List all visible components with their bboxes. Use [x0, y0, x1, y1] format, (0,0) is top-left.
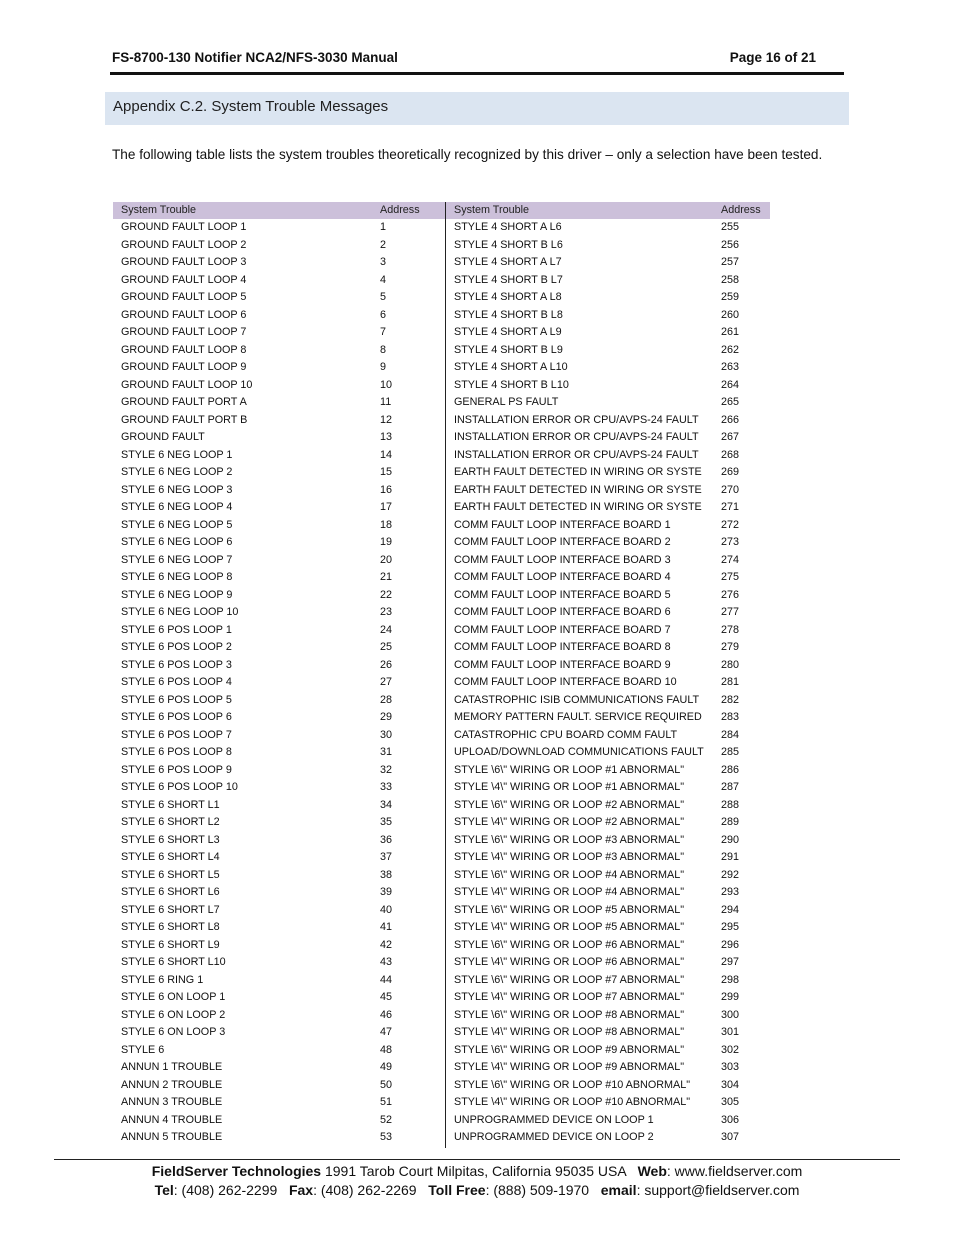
trouble-name-left: GROUND FAULT LOOP 8 — [121, 343, 247, 356]
trouble-name-right: STYLE \6\" WIRING OR LOOP #4 ABNORMAL" — [454, 868, 685, 881]
trouble-name-left: STYLE 6 POS LOOP 8 — [121, 746, 232, 758]
address-right: 257 — [721, 256, 740, 268]
address-right: 273 — [721, 536, 740, 548]
address-left: 17 — [380, 501, 393, 513]
trouble-name-right: STYLE \6\" WIRING OR LOOP #5 ABNORMAL" — [454, 903, 685, 916]
trouble-name-left: STYLE 6 POS LOOP 2 — [121, 641, 232, 653]
address-right: 299 — [721, 991, 740, 1003]
address-right: 264 — [721, 378, 740, 391]
trouble-name-left: ANNUN 1 TROUBLE — [121, 1061, 223, 1073]
trouble-name-right: COMM FAULT LOOP INTERFACE BOARD 3 — [454, 553, 671, 566]
trouble-name-left: STYLE 6 SHORT L3 — [121, 833, 220, 846]
address-right: 286 — [721, 763, 740, 776]
page-number: Page 16 of 21 — [729, 50, 816, 65]
trouble-name-right: STYLE \4\" WIRING OR LOOP #3 ABNORMAL" — [454, 851, 685, 863]
address-left: 52 — [380, 1113, 393, 1126]
table-row — [0, 517, 954, 535]
footer-line-2 — [0, 1182, 954, 1198]
table-row — [0, 1094, 954, 1112]
trouble-name-left: STYLE 6 NEG LOOP 5 — [121, 518, 233, 531]
address-left: 39 — [380, 886, 393, 898]
address-right: 277 — [721, 606, 740, 618]
address-left: 28 — [380, 693, 393, 706]
trouble-name-left: GROUND FAULT LOOP 10 — [121, 378, 253, 391]
trouble-name-left: ANNUN 2 TROUBLE — [121, 1078, 223, 1091]
trouble-name-right: STYLE 4 SHORT A L7 — [454, 256, 562, 268]
document-title: FS-8700-130 Notifier NCA2/NFS-3030 Manual — [112, 50, 398, 65]
address-left: 23 — [380, 606, 393, 618]
trouble-name-left: GROUND FAULT PORT A — [121, 396, 247, 408]
trouble-name-right: COMM FAULT LOOP INTERFACE BOARD 6 — [454, 606, 671, 618]
trouble-name-left: STYLE 6 ON LOOP 1 — [121, 991, 226, 1003]
table-row — [0, 237, 954, 255]
address-left: 10 — [380, 378, 393, 391]
trouble-name-left: STYLE 6 NEG LOOP 3 — [121, 483, 233, 496]
trouble-name-right: STYLE \4\" WIRING OR LOOP #7 ABNORMAL" — [454, 991, 685, 1003]
trouble-name-left: STYLE 6 POS LOOP 9 — [121, 763, 232, 776]
table-row — [0, 779, 954, 797]
trouble-name-left: STYLE 6 NEG LOOP 6 — [121, 536, 233, 548]
table-row — [0, 394, 954, 412]
table-row — [0, 289, 954, 307]
trouble-name-left: GROUND FAULT LOOP 5 — [121, 291, 247, 303]
address-left: 30 — [380, 728, 393, 741]
trouble-name-right: STYLE \4\" WIRING OR LOOP #5 ABNORMAL" — [454, 921, 685, 933]
trouble-name-left: GROUND FAULT LOOP 1 — [121, 221, 247, 233]
address-left: 40 — [380, 903, 393, 916]
intro-paragraph: The following table lists the system troubles theoretically recognized by this driver – only a selection have been tested. — [112, 147, 823, 162]
address-right: 298 — [721, 973, 740, 986]
address-left: 51 — [380, 1096, 393, 1108]
address-right: 276 — [721, 588, 740, 601]
trouble-name-left: STYLE 6 SHORT L10 — [121, 956, 226, 968]
trouble-name-right: STYLE \6\" WIRING OR LOOP #6 ABNORMAL" — [454, 938, 685, 951]
trouble-name-right: COMM FAULT LOOP INTERFACE BOARD 5 — [454, 588, 671, 601]
trouble-name-right: GENERAL PS FAULT — [454, 396, 559, 408]
table-row — [0, 1129, 954, 1147]
trouble-name-right: COMM FAULT LOOP INTERFACE BOARD 7 — [454, 623, 671, 636]
trouble-name-right: STYLE \6\" WIRING OR LOOP #8 ABNORMAL" — [454, 1008, 685, 1021]
address-left: 8 — [380, 343, 387, 356]
address-left: 42 — [380, 938, 393, 951]
trouble-name-left: STYLE 6 ON LOOP 2 — [121, 1008, 226, 1021]
address-right: 274 — [721, 553, 740, 566]
trouble-name-left: GROUND FAULT PORT B — [121, 413, 248, 426]
trouble-name-right: COMM FAULT LOOP INTERFACE BOARD 2 — [454, 536, 671, 548]
footer-web: : www.fieldserver.com — [666, 1163, 803, 1179]
trouble-name-right: INSTALLATION ERROR OR CPU/AVPS-24 FAULT — [454, 431, 699, 443]
address-left: 14 — [380, 448, 393, 461]
table-row — [0, 849, 954, 867]
address-right: 279 — [721, 641, 740, 653]
trouble-name-right: STYLE \6\" WIRING OR LOOP #2 ABNORMAL" — [454, 798, 685, 811]
trouble-name-right: STYLE \6\" WIRING OR LOOP #1 ABNORMAL" — [454, 763, 685, 776]
trouble-name-right: STYLE \4\" WIRING OR LOOP #1 ABNORMAL" — [454, 781, 685, 793]
address-right: 262 — [721, 343, 740, 356]
address-left: 50 — [380, 1078, 393, 1091]
footer-tel-label: Tel — [154, 1182, 174, 1198]
address-left: 48 — [380, 1043, 393, 1056]
trouble-name-left: STYLE 6 SHORT L7 — [121, 903, 220, 916]
table-row — [0, 552, 954, 570]
table-row — [0, 342, 954, 360]
table-row — [0, 219, 954, 237]
trouble-name-right: COMM FAULT LOOP INTERFACE BOARD 9 — [454, 658, 671, 671]
table-row — [0, 622, 954, 640]
address-right: 275 — [721, 571, 740, 583]
trouble-name-left: GROUND FAULT LOOP 3 — [121, 256, 247, 268]
address-right: 294 — [721, 903, 740, 916]
footer-web-label: Web — [637, 1163, 667, 1179]
trouble-name-left: STYLE 6 — [121, 1043, 165, 1056]
table-row — [0, 324, 954, 342]
footer-email: : support@fieldserver.com — [636, 1182, 800, 1198]
table-row — [0, 1112, 954, 1130]
address-right: 271 — [721, 501, 740, 513]
address-left: 32 — [380, 763, 393, 776]
table-row — [0, 1007, 954, 1025]
address-right: 297 — [721, 956, 740, 968]
table-row — [0, 359, 954, 377]
trouble-name-left: STYLE 6 SHORT L2 — [121, 816, 220, 828]
table-header — [113, 202, 770, 219]
table-row — [0, 307, 954, 325]
address-left: 31 — [380, 746, 393, 758]
trouble-name-left: STYLE 6 NEG LOOP 1 — [121, 448, 233, 461]
table-row — [0, 587, 954, 605]
footer-fax-label: Fax — [288, 1182, 314, 1198]
trouble-name-left: STYLE 6 SHORT L4 — [121, 851, 220, 863]
trouble-name-left: STYLE 6 SHORT L1 — [121, 798, 220, 811]
address-right: 304 — [721, 1078, 740, 1091]
trouble-name-left: GROUND FAULT LOOP 2 — [121, 238, 247, 251]
table-row — [0, 429, 954, 447]
column-header-system-trouble-1: System Trouble — [121, 204, 197, 216]
trouble-name-right: CATASTROPHIC ISIB COMMUNICATIONS FAULT — [454, 693, 700, 706]
trouble-name-right: EARTH FAULT DETECTED IN WIRING OR SYSTE — [454, 501, 702, 513]
table-row — [0, 972, 954, 990]
trouble-name-right: STYLE 4 SHORT B L10 — [454, 378, 569, 391]
address-right: 270 — [721, 483, 740, 496]
table-row — [0, 902, 954, 920]
trouble-name-left: GROUND FAULT LOOP 7 — [121, 326, 247, 338]
table-row — [0, 954, 954, 972]
table-row — [0, 867, 954, 885]
address-left: 37 — [380, 851, 393, 863]
address-left: 33 — [380, 781, 393, 793]
address-left: 15 — [380, 466, 393, 478]
address-right: 300 — [721, 1008, 740, 1021]
address-left: 6 — [380, 308, 387, 321]
trouble-name-left: ANNUN 4 TROUBLE — [121, 1113, 223, 1126]
address-right: 268 — [721, 448, 740, 461]
address-right: 287 — [721, 781, 740, 793]
address-left: 44 — [380, 973, 393, 986]
table-row — [0, 272, 954, 290]
trouble-name-left: ANNUN 5 TROUBLE — [121, 1131, 223, 1143]
address-left: 2 — [380, 238, 387, 251]
address-right: 284 — [721, 728, 740, 741]
address-right: 267 — [721, 431, 740, 443]
trouble-name-left: GROUND FAULT LOOP 9 — [121, 361, 247, 373]
trouble-name-right: INSTALLATION ERROR OR CPU/AVPS-24 FAULT — [454, 448, 699, 461]
address-right: 303 — [721, 1061, 740, 1073]
table-row — [0, 1077, 954, 1095]
trouble-name-right: CATASTROPHIC CPU BOARD COMM FAULT — [454, 728, 678, 741]
trouble-name-right: UNPROGRAMMED DEVICE ON LOOP 2 — [454, 1131, 654, 1143]
address-left: 4 — [380, 273, 387, 286]
trouble-name-right: STYLE 4 SHORT A L9 — [454, 326, 562, 338]
table-row — [0, 499, 954, 517]
table-row — [0, 832, 954, 850]
address-left: 3 — [380, 256, 387, 268]
table-row — [0, 814, 954, 832]
trouble-name-left: STYLE 6 POS LOOP 10 — [121, 781, 238, 793]
table-row — [0, 657, 954, 675]
trouble-name-left: ANNUN 3 TROUBLE — [121, 1096, 223, 1108]
address-right: 293 — [721, 886, 740, 898]
address-right: 260 — [721, 308, 740, 321]
table-row — [0, 464, 954, 482]
address-left: 13 — [380, 431, 393, 443]
trouble-name-right: STYLE \4\" WIRING OR LOOP #6 ABNORMAL" — [454, 956, 685, 968]
trouble-name-left: STYLE 6 SHORT L6 — [121, 886, 220, 898]
address-right: 283 — [721, 711, 740, 723]
trouble-name-left: STYLE 6 POS LOOP 5 — [121, 693, 232, 706]
table-row — [0, 1024, 954, 1042]
trouble-name-left: STYLE 6 SHORT L9 — [121, 938, 220, 951]
address-left: 18 — [380, 518, 393, 531]
address-right: 306 — [721, 1113, 740, 1126]
address-right: 291 — [721, 851, 740, 863]
address-left: 24 — [380, 623, 393, 636]
address-right: 255 — [721, 221, 740, 233]
trouble-name-right: COMM FAULT LOOP INTERFACE BOARD 10 — [454, 676, 677, 688]
trouble-name-right: STYLE \4\" WIRING OR LOOP #9 ABNORMAL" — [454, 1061, 685, 1073]
address-right: 295 — [721, 921, 740, 933]
table-row — [0, 762, 954, 780]
trouble-name-right: INSTALLATION ERROR OR CPU/AVPS-24 FAULT — [454, 413, 699, 426]
trouble-name-right: STYLE \6\" WIRING OR LOOP #3 ABNORMAL" — [454, 833, 685, 846]
address-left: 9 — [380, 361, 387, 373]
address-right: 259 — [721, 291, 740, 303]
address-right: 288 — [721, 798, 740, 811]
trouble-name-left: GROUND FAULT — [121, 431, 205, 443]
trouble-name-left: GROUND FAULT LOOP 6 — [121, 308, 247, 321]
address-left: 49 — [380, 1061, 393, 1073]
address-left: 26 — [380, 658, 393, 671]
address-right: 263 — [721, 361, 740, 373]
header-divider — [110, 72, 844, 75]
table-row — [0, 534, 954, 552]
address-left: 38 — [380, 868, 393, 881]
address-right: 301 — [721, 1026, 740, 1038]
table-row — [0, 569, 954, 587]
trouble-name-right: COMM FAULT LOOP INTERFACE BOARD 8 — [454, 641, 671, 653]
table-row — [0, 604, 954, 622]
footer-tollfree: : (888) 509-1970 — [485, 1182, 601, 1198]
footer-tel: : (408) 262-2299 — [173, 1182, 289, 1198]
column-header-address-1: Address — [380, 204, 420, 216]
address-right: 256 — [721, 238, 740, 251]
trouble-name-right: STYLE \4\" WIRING OR LOOP #10 ABNORMAL" — [454, 1096, 691, 1108]
footer-email-label: email — [600, 1182, 637, 1198]
trouble-name-left: STYLE 6 POS LOOP 7 — [121, 728, 232, 741]
trouble-name-right: STYLE 4 SHORT A L8 — [454, 291, 562, 303]
trouble-name-left: STYLE 6 POS LOOP 4 — [121, 676, 232, 688]
trouble-name-right: STYLE \4\" WIRING OR LOOP #8 ABNORMAL" — [454, 1026, 685, 1038]
address-right: 266 — [721, 413, 740, 426]
trouble-name-right: UPLOAD/DOWNLOAD COMMUNICATIONS FAULT — [454, 746, 704, 758]
address-left: 29 — [380, 711, 393, 723]
address-left: 16 — [380, 483, 393, 496]
address-right: 296 — [721, 938, 740, 951]
address-right: 289 — [721, 816, 740, 828]
table-row — [0, 989, 954, 1007]
table-row — [0, 254, 954, 272]
footer-fax: : (408) 262-2269 — [313, 1182, 429, 1198]
trouble-name-left: STYLE 6 POS LOOP 1 — [121, 623, 232, 636]
trouble-name-left: GROUND FAULT LOOP 4 — [121, 273, 247, 286]
address-right: 307 — [721, 1131, 740, 1143]
address-right: 292 — [721, 868, 740, 881]
address-right: 285 — [721, 746, 740, 758]
address-left: 25 — [380, 641, 393, 653]
trouble-name-left: STYLE 6 ON LOOP 3 — [121, 1026, 226, 1038]
address-right: 258 — [721, 273, 740, 286]
trouble-name-right: STYLE \6\" WIRING OR LOOP #7 ABNORMAL" — [454, 973, 685, 986]
table-row — [0, 744, 954, 762]
table-row — [0, 482, 954, 500]
trouble-name-right: STYLE 4 SHORT B L9 — [454, 343, 563, 356]
address-left: 11 — [380, 396, 392, 408]
trouble-name-right: EARTH FAULT DETECTED IN WIRING OR SYSTE — [454, 483, 702, 496]
address-left: 22 — [380, 588, 393, 601]
address-left: 36 — [380, 833, 393, 846]
trouble-name-right: UNPROGRAMMED DEVICE ON LOOP 1 — [454, 1113, 654, 1126]
table-row — [0, 692, 954, 710]
address-right: 281 — [721, 676, 740, 688]
address-left: 20 — [380, 553, 393, 566]
table-row — [0, 937, 954, 955]
address-left: 5 — [380, 291, 387, 303]
column-header-system-trouble-2: System Trouble — [454, 204, 530, 216]
address-left: 43 — [380, 956, 393, 968]
address-left: 7 — [380, 326, 387, 338]
table-row — [0, 709, 954, 727]
trouble-name-right: STYLE \6\" WIRING OR LOOP #10 ABNORMAL" — [454, 1078, 691, 1091]
table-row — [0, 639, 954, 657]
address-left: 12 — [380, 413, 393, 426]
address-right: 269 — [721, 466, 740, 478]
trouble-name-left: STYLE 6 NEG LOOP 8 — [121, 571, 233, 583]
address-right: 290 — [721, 833, 740, 846]
table-row — [0, 884, 954, 902]
trouble-name-right: STYLE 4 SHORT B L7 — [454, 273, 563, 286]
address-left: 41 — [380, 921, 393, 933]
address-left: 45 — [380, 991, 393, 1003]
trouble-name-right: STYLE 4 SHORT A L10 — [454, 361, 568, 373]
trouble-name-right: EARTH FAULT DETECTED IN WIRING OR SYSTE — [454, 466, 702, 478]
table-row — [0, 447, 954, 465]
address-right: 302 — [721, 1043, 740, 1056]
address-right: 305 — [721, 1096, 740, 1108]
address-left: 34 — [380, 798, 393, 811]
address-right: 272 — [721, 518, 740, 531]
address-right: 282 — [721, 693, 740, 706]
trouble-name-left: STYLE 6 POS LOOP 3 — [121, 658, 232, 671]
address-left: 47 — [380, 1026, 393, 1038]
footer-line-1 — [0, 1163, 954, 1179]
address-right: 280 — [721, 658, 740, 671]
trouble-name-left: STYLE 6 NEG LOOP 9 — [121, 588, 233, 601]
column-header-address-2: Address — [721, 204, 761, 216]
trouble-name-right: COMM FAULT LOOP INTERFACE BOARD 1 — [454, 518, 671, 531]
address-left: 21 — [380, 571, 393, 583]
table-row — [0, 1042, 954, 1060]
table-row — [0, 1059, 954, 1077]
address-left: 35 — [380, 816, 393, 828]
trouble-name-left: STYLE 6 POS LOOP 6 — [121, 711, 232, 723]
trouble-name-right: STYLE \4\" WIRING OR LOOP #4 ABNORMAL" — [454, 886, 685, 898]
trouble-name-right: STYLE 4 SHORT B L8 — [454, 308, 563, 321]
footer-address: 1991 Tarob Court Milpitas, California 95035 USA — [321, 1163, 638, 1179]
address-left: 27 — [380, 676, 393, 688]
trouble-name-left: STYLE 6 SHORT L5 — [121, 868, 220, 881]
trouble-name-right: STYLE 4 SHORT B L6 — [454, 238, 563, 251]
footer-divider — [54, 1159, 900, 1160]
section-heading: Appendix C.2. System Trouble Messages — [105, 92, 849, 125]
table-row — [0, 377, 954, 395]
address-right: 278 — [721, 623, 740, 636]
table-row — [0, 674, 954, 692]
trouble-name-right: STYLE \4\" WIRING OR LOOP #2 ABNORMAL" — [454, 816, 685, 828]
trouble-name-left: STYLE 6 RING 1 — [121, 973, 204, 986]
footer-company: FieldServer Technologies — [151, 1163, 322, 1179]
address-left: 46 — [380, 1008, 393, 1021]
trouble-table-body — [0, 219, 954, 1147]
trouble-name-right: COMM FAULT LOOP INTERFACE BOARD 4 — [454, 571, 671, 583]
table-row — [0, 412, 954, 430]
trouble-name-left: STYLE 6 NEG LOOP 4 — [121, 501, 233, 513]
table-row — [0, 727, 954, 745]
address-left: 1 — [380, 221, 387, 233]
table-row — [0, 919, 954, 937]
trouble-name-right: STYLE \6\" WIRING OR LOOP #9 ABNORMAL" — [454, 1043, 685, 1056]
trouble-name-left: STYLE 6 NEG LOOP 2 — [121, 466, 233, 478]
address-right: 261 — [721, 326, 740, 338]
trouble-name-right: STYLE 4 SHORT A L6 — [454, 221, 562, 233]
footer-tollfree-label: Toll Free — [428, 1182, 486, 1198]
trouble-name-left: STYLE 6 NEG LOOP 7 — [121, 553, 233, 566]
address-left: 19 — [380, 536, 393, 548]
address-left: 53 — [380, 1131, 393, 1143]
trouble-name-right: MEMORY PATTERN FAULT. SERVICE REQUIRED — [454, 711, 702, 723]
address-right: 265 — [721, 396, 740, 408]
trouble-name-left: STYLE 6 SHORT L8 — [121, 921, 220, 933]
trouble-name-left: STYLE 6 NEG LOOP 10 — [121, 606, 239, 618]
table-row — [0, 797, 954, 815]
